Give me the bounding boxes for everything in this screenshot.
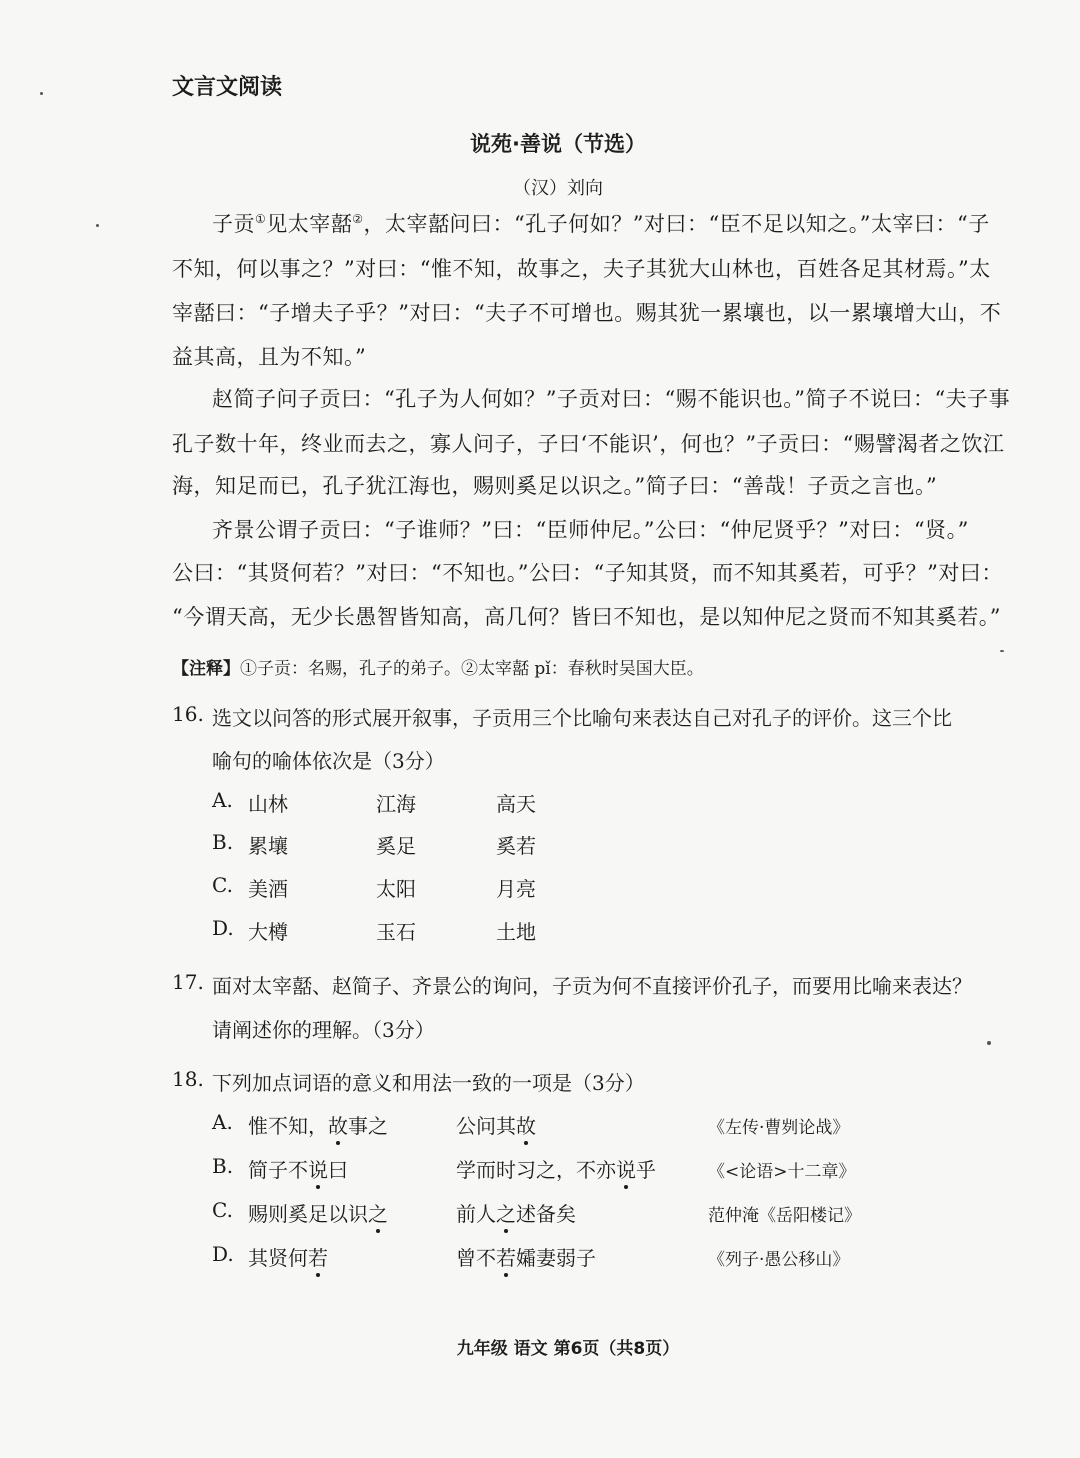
option-letter: B. [212, 830, 234, 854]
question-18-stem: 下列加点词语的意义和用法一致的一项是（3分） [212, 1071, 645, 1095]
option-sentence: 前人之述备矣 [456, 1202, 576, 1226]
option-letter: D. [212, 916, 234, 940]
option-source: 《左传·曹刿论战》 [708, 1118, 850, 1138]
passage-line: 海，知足而已，孔子犹江海也，赐则奚足以识之。”简子曰：“善哉！子贡之言也。” [172, 474, 938, 498]
option-sentence: 学而时习之，不亦说乎 [456, 1158, 656, 1182]
option-letter: D. [212, 1242, 234, 1266]
option-sentence: 曾不若孀妻弱子 [456, 1246, 596, 1270]
passage-line: “今谓天高，无少长愚智皆知高，高几何？皆曰不知也，是以知仲尼之贤而不知其奚若。” [172, 605, 1001, 629]
passage-title: 说苑·善说（节选） [470, 132, 646, 156]
option-letter: C. [212, 873, 233, 897]
option-choice: 月亮 [496, 877, 536, 901]
footnote-marker: ① [255, 212, 267, 226]
option-sentence: 惟不知，故事之 [248, 1114, 388, 1138]
option-letter: A. [212, 788, 233, 812]
emphasis-dot-word: 说 [616, 1158, 636, 1182]
question-16-stem: 选文以问答的形式展开叙事，子贡用三个比喻句来表达自己对孔子的评价。这三个比 [212, 706, 952, 730]
option-source: 范仲淹《岳阳楼记》 [708, 1206, 861, 1226]
emphasis-dot-word: 之 [496, 1202, 516, 1226]
option-sentence: 公问其故 [456, 1114, 536, 1138]
scan-speck [1000, 650, 1004, 652]
emphasis-dot-word: 若 [496, 1246, 516, 1270]
question-16-stem: 喻句的喻体依次是（3分） [212, 749, 445, 773]
annotation-note [172, 654, 704, 679]
scan-speck [40, 92, 43, 95]
passage-line: 赵简子问子贡曰：“孔子为人何如？”子贡对曰：“赐不能识也。”简子不说曰：“夫子事 [212, 387, 1011, 411]
option-source: 《列子·愚公移山》 [708, 1250, 850, 1270]
question-17-stem: 面对太宰嚭、赵简子、齐景公的询问，子贡为何不直接评价孔子，而要用比喻来表达？ [212, 974, 972, 998]
passage-line: 宰嚭曰：“子增夫子乎？”对曰：“夫子不可增也。赐其犹一累壤也，以一累壤增大山，不 [172, 301, 1002, 325]
option-letter: C. [212, 1198, 233, 1222]
passage-line: 不知，何以事之？”对曰：“惟不知，故事之，夫子其犹大山林也，百姓各足其材焉。”太 [172, 257, 991, 281]
scan-speck [96, 224, 99, 227]
passage-line: 公曰：“其贤何若？”对曰：“不知也。”公曰：“子知其贤，而不知其奚若，可乎？”对曰： [172, 561, 1003, 585]
option-choice: 高天 [496, 792, 536, 816]
option-sentence: 其贤何若 [248, 1246, 328, 1270]
page-footer: 九年级 语文 第6页（共8页） [456, 1339, 680, 1359]
section-title: 文言文阅读 [172, 75, 283, 100]
scan-speck [987, 1041, 991, 1045]
passage-line: 孔子数十年，终业而去之，寡人问子，子曰‘不能识’，何也？”子贡曰：“赐譬渴者之饮江 [172, 432, 1005, 456]
passage-line: 益其高，且为不知。” [172, 345, 367, 369]
option-sentence: 赐则奚足以识之 [248, 1202, 388, 1226]
option-sentence: 简子不说曰 [248, 1158, 348, 1182]
footnote-marker: ② [352, 212, 364, 226]
option-choice: 累壤 [248, 834, 288, 858]
emphasis-dot-word: 若 [308, 1246, 328, 1270]
emphasis-dot-word: 之 [368, 1202, 388, 1226]
question-17-number: 17. [172, 970, 204, 994]
option-choice: 土地 [496, 920, 536, 944]
emphasis-dot-word: 说 [308, 1158, 328, 1182]
annotation-label: 【注释】 [172, 659, 240, 679]
option-choice: 奚若 [496, 834, 536, 858]
option-choice: 大樽 [248, 920, 288, 944]
option-choice: 太阳 [376, 877, 416, 901]
passage-line: 子贡①见太宰嚭②，太宰嚭问曰：“孔子何如？”对曰：“臣不足以知之。”太宰曰：“子 [212, 212, 990, 236]
option-letter: A. [212, 1110, 233, 1134]
question-16-number: 16. [172, 702, 204, 726]
annotation-body: ①子贡：名赐，孔子的弟子。②太宰嚭 pǐ：春秋时吴国大臣。 [240, 659, 704, 679]
option-choice: 美酒 [248, 877, 288, 901]
emphasis-dot-word: 故 [516, 1114, 536, 1138]
option-choice: 奚足 [376, 834, 416, 858]
option-choice: 江海 [376, 792, 416, 816]
question-17-stem: 请阐述你的理解。（3分） [212, 1018, 435, 1042]
option-letter: B. [212, 1154, 234, 1178]
passage-author: （汉）刘向 [513, 178, 603, 199]
emphasis-dot-word: 故 [328, 1114, 348, 1138]
question-18-number: 18. [172, 1067, 204, 1091]
option-source: 《<论语>十二章》 [708, 1162, 856, 1182]
passage-line: 齐景公谓子贡曰：“子谁师？”曰：“臣师仲尼。”公曰：“仲尼贤乎？”对曰：“贤。” [212, 518, 969, 542]
option-choice: 山林 [248, 792, 288, 816]
option-choice: 玉石 [376, 920, 416, 944]
